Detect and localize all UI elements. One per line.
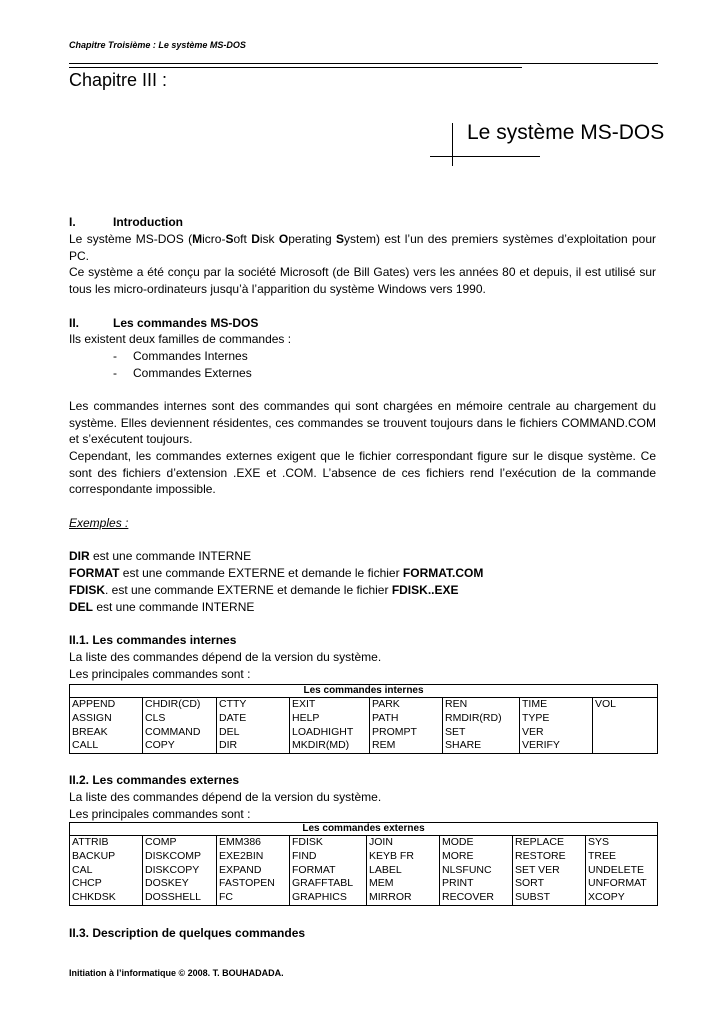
list-item-label: Commandes Internes (133, 349, 248, 363)
example-text: est une commande EXTERNE et demande le fichier (119, 566, 403, 580)
page-footer: Initiation à l’informatique © 2008. T. BOUHADADA. (69, 968, 284, 978)
command-name: CHCP (72, 877, 102, 890)
command-name: MIRROR (369, 891, 412, 904)
command-name: CLS (145, 711, 166, 724)
subsection-line: La liste des commandes dépend de la version du système. (69, 650, 382, 664)
table-cell (143, 698, 217, 754)
command-name: EXPAND (219, 863, 262, 876)
external-commands-paragraph: Cependant, les commandes externes exigent que le fichier correspondant figure sur le disque système. Ce sont des fichiers d’extension .EXE et .COM. L’absence de ces fichiers rend l’exécution de la commande correspondante impossible. (69, 449, 656, 497)
command-name: FASTOPEN (219, 877, 275, 890)
table-cell (593, 698, 658, 754)
examples-label (69, 515, 656, 532)
command-name: PARK (372, 698, 400, 710)
command-name: DISKCOPY (145, 863, 200, 876)
internal-commands-paragraph: Les commandes internes sont des commandes qui sont chargées en mémoire centrale au chargement du système. Elles deviennent résidentes, ces commandes se trouvent toujours dans le fichiers COMMAND.COM et s’exécutent toujours. (69, 399, 656, 447)
command-name: FORMAT (69, 566, 120, 580)
command-name: REN (445, 698, 468, 710)
command-name: SUBST (515, 891, 551, 904)
intro-paragraph-1 (69, 231, 656, 264)
acronym-letter: S (225, 232, 234, 246)
section-title: Les commandes MS-DOS (113, 316, 259, 330)
example-text: . est une commande EXTERNE et demande le fichier (105, 583, 392, 597)
header-rule (69, 63, 658, 64)
table-cell (520, 698, 593, 754)
command-name: DEL (219, 725, 240, 738)
file-name: FDISK..EXE (391, 583, 459, 597)
command-name: MORE (442, 849, 474, 862)
subsection-line: La liste des commandes dépend de la version du système. (69, 790, 382, 804)
command-name: SHARE (445, 739, 482, 752)
command-name: FC (219, 891, 233, 904)
command-name: DOSSHELL (145, 891, 202, 904)
bullet-dash: - (113, 349, 117, 363)
table-cell (586, 836, 658, 906)
subsection-heading-description: II.3. Description de quelques commandes (69, 926, 306, 940)
command-name: EXIT (292, 698, 316, 710)
text-run: Le système MS-DOS ( (69, 232, 193, 246)
command-name: CTTY (219, 698, 247, 710)
subsection-line: Les principales commandes sont : (69, 807, 251, 821)
command-name: NLSFUNC (442, 863, 492, 876)
text-run: isk (259, 232, 279, 246)
table-row (70, 698, 658, 754)
table-cell (217, 698, 290, 754)
table-cell (290, 698, 370, 754)
section-number: II. (69, 316, 80, 330)
section-title: Introduction (113, 215, 183, 229)
chapter-title: Le système MS-DOS (467, 121, 665, 144)
command-name: JOIN (369, 836, 393, 848)
table-cell (290, 836, 367, 906)
table-cell (443, 698, 520, 754)
command-name: REM (372, 739, 396, 752)
command-name: LABEL (369, 863, 402, 876)
command-name: COMP (145, 836, 177, 848)
command-name: FDISK (69, 583, 105, 597)
table-cell (70, 836, 143, 906)
acronym-letter: O (278, 232, 289, 246)
command-name: GRAFFTABL (292, 877, 354, 890)
command-name: RECOVER (442, 891, 494, 904)
command-name: DEL (69, 600, 93, 614)
examples-label-text: Exemples : (69, 516, 129, 530)
command-name: HELP (292, 711, 320, 724)
command-name: ASSIGN (72, 711, 112, 724)
section-heading-introduction (69, 214, 656, 231)
command-name: COPY (145, 739, 175, 752)
external-commands-table (69, 822, 658, 906)
command-name: CHKDSK (72, 891, 116, 904)
command-name: GRAPHICS (292, 891, 347, 904)
command-name: VERIFY (522, 739, 560, 752)
command-name: PRINT (442, 877, 474, 890)
example-text: est une commande INTERNE (93, 600, 255, 614)
command-name: MEM (369, 877, 394, 890)
text-run: icro- (202, 232, 226, 246)
command-name: DIR (69, 549, 90, 563)
table-cell (217, 836, 290, 906)
command-name: SYS (588, 836, 610, 848)
chapter-label: Chapitre III : (69, 70, 168, 90)
table-cell (513, 836, 586, 906)
command-name: RESTORE (515, 849, 566, 862)
command-name: FIND (292, 849, 317, 862)
command-name: DOSKEY (145, 877, 189, 890)
title-horizontal-rule (430, 156, 540, 157)
command-name: PROMPT (372, 725, 417, 738)
command-name: UNFORMAT (588, 877, 647, 890)
command-name: PATH (372, 711, 399, 724)
command-name: BREAK (72, 725, 108, 738)
command-name: SET VER (515, 863, 560, 876)
command-name: APPEND (72, 698, 116, 710)
command-name: CHDIR(CD) (145, 698, 201, 710)
command-name: EXE2BIN (219, 849, 264, 862)
command-name: KEYB FR (369, 849, 414, 862)
table-cell (440, 836, 513, 906)
command-name: ATTRIB (72, 836, 109, 848)
example-line (69, 548, 656, 565)
example-line (69, 582, 656, 599)
title-vertical-rule (452, 123, 453, 166)
list-item (113, 348, 513, 365)
table-cell (367, 836, 440, 906)
intro-paragraph-2: Ce système a été conçu par la société Microsoft (de Bill Gates) vers les années 80 et depuis, il est utilisé sur tous les micro-ordinateurs jusqu’à l’apparition du système Windows vers 1990. (69, 265, 656, 296)
command-name: SORT (515, 877, 544, 890)
example-text: est une commande INTERNE (89, 549, 252, 563)
command-name: DATE (219, 711, 247, 724)
command-name: VER (522, 725, 544, 738)
command-name: SET (445, 725, 466, 738)
command-name: TYPE (522, 711, 550, 724)
internal-commands-table (69, 684, 658, 754)
command-name: EMM386 (219, 836, 262, 848)
file-name: FORMAT.COM (402, 566, 484, 580)
command-name: COMMAND (145, 725, 201, 738)
command-name: DISKCOMP (145, 849, 202, 862)
command-name: BACKUP (72, 849, 116, 862)
list-item-label: Commandes Externes (133, 366, 252, 380)
text-run: ystem) est l’un des premiers systèmes d’exploitation pour PC. (69, 232, 657, 263)
acronym-letter: S (335, 232, 344, 246)
header-rule-thin (69, 67, 522, 68)
table-title: Les commandes externes (70, 823, 658, 836)
command-name: UNDELETE (588, 863, 645, 876)
command-name: MODE (442, 836, 474, 848)
command-name: XCOPY (588, 891, 625, 904)
running-header: Chapitre Troisième : Le système MS-DOS (69, 40, 246, 50)
command-name: DIR (219, 739, 238, 752)
commands-intro: Ils existent deux familles de commandes : (69, 332, 292, 346)
table-cell (370, 698, 443, 754)
subsection-heading-internes: II.1. Les commandes internes (69, 633, 237, 647)
bullet-dash: - (113, 366, 117, 380)
command-name: CALL (72, 739, 99, 752)
text-run: perating (288, 232, 336, 246)
command-name: FDISK (292, 836, 323, 848)
table-cell (143, 836, 217, 906)
list-item (113, 365, 513, 382)
example-line (69, 599, 656, 616)
command-name: REPLACE (515, 836, 565, 848)
command-name: TREE (588, 849, 617, 862)
subsection-line: Les principales commandes sont : (69, 667, 251, 681)
section-heading-commandes (69, 315, 656, 332)
subsection-heading-externes: II.2. Les commandes externes (69, 773, 240, 787)
section-number: I. (69, 215, 76, 229)
acronym-letter: M (192, 232, 203, 246)
command-name: VOL (595, 698, 617, 710)
example-line (69, 565, 656, 582)
command-name: RMDIR(RD) (445, 711, 502, 724)
command-name: MKDIR(MD) (292, 739, 350, 752)
table-title: Les commandes internes (70, 685, 658, 698)
acronym-letter: D (251, 232, 260, 246)
command-name: LOADHIGHT (292, 725, 354, 738)
command-name: TIME (522, 698, 548, 710)
table-row (70, 836, 658, 906)
command-name: FORMAT (292, 863, 336, 876)
text-run: oft (233, 232, 252, 246)
command-name: CAL (72, 863, 93, 876)
table-cell (70, 698, 143, 754)
